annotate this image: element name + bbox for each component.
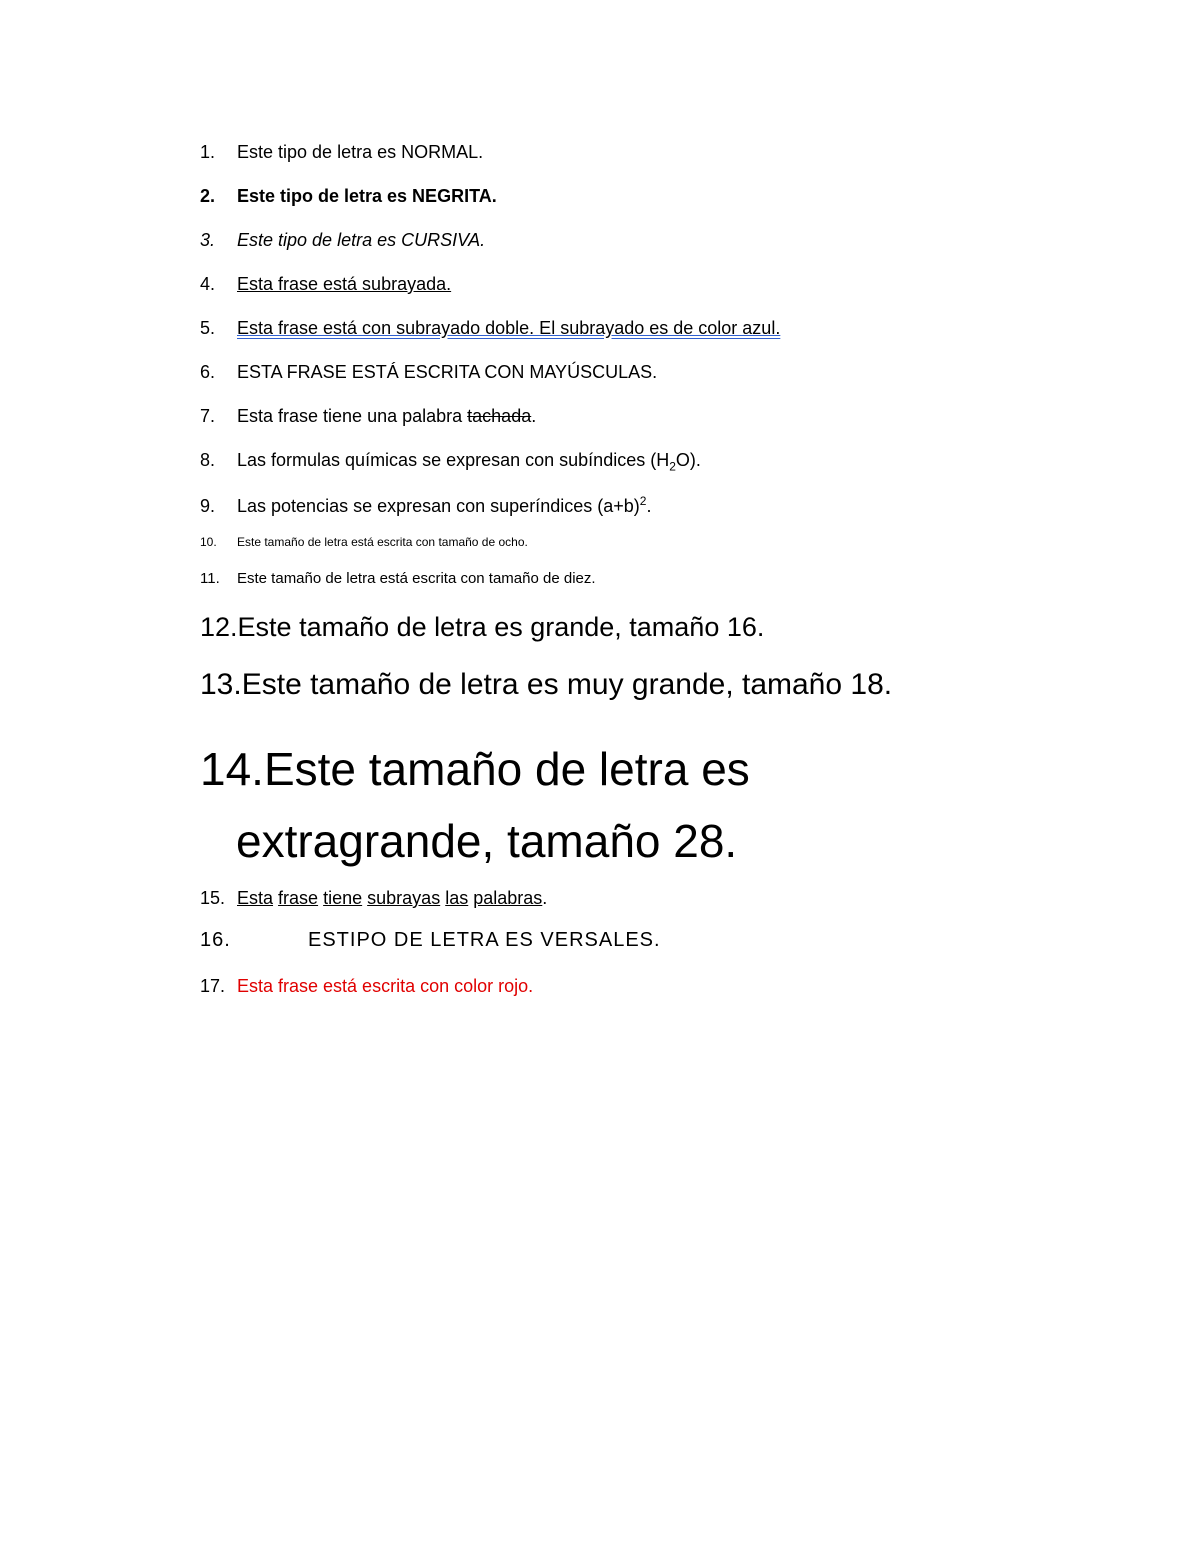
item-text: ESTIPO DE LETRA ES VERSALES. xyxy=(308,929,661,951)
item-text-after: . xyxy=(531,406,537,426)
item-number: 2. xyxy=(200,186,216,206)
subscript: 2 xyxy=(669,459,676,474)
list-item-12 xyxy=(200,612,764,643)
underlined-word: las xyxy=(445,888,469,908)
list-item-8 xyxy=(200,450,701,474)
item-text: Esta frase está con subrayado doble. El subrayado es de color azul. xyxy=(237,318,781,338)
item-text: Este tipo de letra es NORMAL. xyxy=(237,142,484,162)
underlined-word: tiene xyxy=(323,888,363,908)
list-item-9 xyxy=(200,494,651,517)
item-number: 5. xyxy=(200,318,216,338)
item-number: 6. xyxy=(200,362,216,382)
item-number: 1. xyxy=(200,142,216,162)
list-item-17 xyxy=(200,976,533,997)
item-text-line-1: Este tamaño de letra es xyxy=(263,743,750,795)
item-number: 12. xyxy=(200,612,238,642)
list-item-2 xyxy=(200,186,497,207)
item-number: 4. xyxy=(200,274,216,294)
item-text: Esta frase está subrayada. xyxy=(237,274,452,294)
item-text: Esta frase está escrita con color rojo. xyxy=(237,976,534,996)
list-item-6 xyxy=(200,362,657,383)
item-text-after: . xyxy=(646,496,652,516)
item-text: Este tamaño de letra es grande, tamaño 16. xyxy=(237,612,765,642)
item-text-before: Las potencias se expresan con superíndices (a+b) xyxy=(237,496,640,516)
underlined-word: palabras xyxy=(473,888,543,908)
item-text-before: Las formulas químicas se expresan con subíndices (H xyxy=(237,450,670,470)
item-text-line-2: extragrande, tamaño 28. xyxy=(236,815,738,867)
superscript: 2 xyxy=(639,494,647,508)
item-number: 8. xyxy=(200,450,216,470)
item-text: Este tamaño de letra es muy grande, tamaño 18. xyxy=(241,668,893,701)
item-text-after: O). xyxy=(675,450,701,470)
item-number: 9. xyxy=(200,496,216,516)
struck-word: tachada xyxy=(467,406,532,426)
item-text: Este tipo de letra es NEGRITA. xyxy=(237,186,497,206)
list-item-11 xyxy=(200,570,596,587)
item-text-after: . xyxy=(542,888,548,908)
list-item-3 xyxy=(200,230,485,251)
underlined-word: Esta xyxy=(237,888,274,908)
item-text-before: Esta frase tiene una palabra xyxy=(237,406,468,426)
list-item-16 xyxy=(200,929,661,952)
item-text: Este tamaño de letra está escrita con tamaño de ocho. xyxy=(237,535,528,549)
list-item-15 xyxy=(200,888,547,909)
item-text: ESTA FRASE ESTÁ ESCRITA CON MAYÚSCULAS. xyxy=(237,362,658,382)
item-number: 17. xyxy=(200,976,226,996)
list-item-1 xyxy=(200,142,483,163)
item-text: Este tamaño de letra está escrita con tamaño de diez. xyxy=(237,570,596,587)
item-number: 11. xyxy=(200,570,220,587)
item-number: 10. xyxy=(200,535,217,549)
item-number: 15. xyxy=(200,888,226,908)
item-number: 16. xyxy=(200,929,231,951)
list-item-5 xyxy=(200,318,780,339)
list-item-7 xyxy=(200,406,536,427)
item-text: Este tipo de letra es CURSIVA. xyxy=(237,230,486,250)
underlined-word: frase xyxy=(278,888,319,908)
item-number: 14. xyxy=(200,743,264,795)
item-number: 13. xyxy=(200,668,242,701)
item-number: 7. xyxy=(200,406,216,426)
item-number: 3. xyxy=(200,230,216,250)
list-item-10 xyxy=(200,535,528,549)
list-item-4 xyxy=(200,274,451,295)
list-item-13 xyxy=(200,668,892,702)
list-item-14 xyxy=(200,733,750,877)
underlined-word: subrayas xyxy=(367,888,441,908)
